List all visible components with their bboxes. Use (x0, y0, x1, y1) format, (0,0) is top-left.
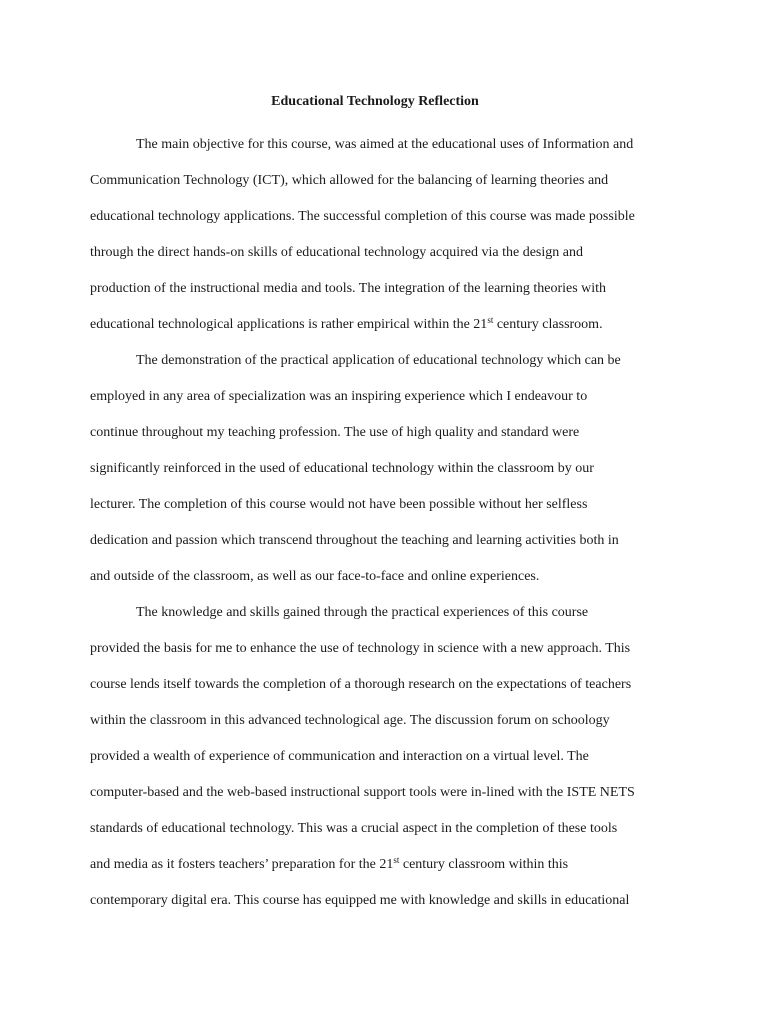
text-line (90, 307, 660, 343)
text-line: The knowledge and skills gained through the practical experiences of this course (136, 605, 589, 620)
text-segment: and media as it fosters teachers’ preparation for the 21 (90, 857, 394, 872)
text-line: course lends itself towards the completion of a thorough research on the expectations of teachers (90, 677, 632, 692)
text-line: The demonstration of the practical application of educational technology which can be (136, 353, 621, 368)
document-body (90, 127, 660, 919)
text-line: contemporary digital era. This course has equipped me with knowledge and skills in educational (90, 893, 630, 908)
text-line: educational technology applications. The successful completion of this course was made possible (90, 209, 635, 224)
text-line: lecturer. The completion of this course would not have been possible without her selfless (90, 497, 588, 512)
ordinal-superscript: st (393, 855, 400, 865)
text-line: Communication Technology (ICT), which allowed for the balancing of learning theories and (90, 173, 609, 188)
text-line (90, 847, 660, 883)
text-line: within the classroom in this advanced technological age. The discussion forum on schoology (90, 713, 610, 728)
text-line: and outside of the classroom, as well as our face-to-face and online experiences. (90, 569, 540, 584)
text-line: computer-based and the web-based instructional support tools were in-lined with the ISTE NETS (90, 785, 635, 800)
text-segment: century classroom within this (399, 857, 569, 872)
text-line: standards of educational technology. This was a crucial aspect in the completion of these tools (90, 821, 618, 836)
text-line: production of the instructional media and tools. The integration of the learning theories with (90, 281, 607, 296)
text-line: through the direct hands-on skills of educational technology acquired via the design and (90, 245, 583, 260)
paragraph (90, 343, 660, 595)
text-line: The main objective for this course, was aimed at the educational uses of Information and (136, 137, 634, 152)
text-line: dedication and passion which transcend throughout the teaching and learning activities both in (90, 533, 619, 548)
text-segment: educational technological applications is rather empirical within the 21 (90, 317, 488, 332)
ordinal-superscript: st (487, 315, 494, 325)
paragraph (90, 595, 660, 919)
document-page (90, 92, 660, 919)
document-title: Educational Technology Reflection (271, 94, 479, 109)
text-segment: century classroom. (493, 317, 603, 332)
text-line: provided the basis for me to enhance the use of technology in science with a new approach. This (90, 641, 631, 656)
text-line: provided a wealth of experience of communication and interaction on a virtual level. The (90, 749, 589, 764)
text-line: continue throughout my teaching profession. The use of high quality and standard were (90, 425, 580, 440)
paragraph (90, 127, 660, 343)
text-line: employed in any area of specialization was an inspiring experience which I endeavour to (90, 389, 588, 404)
text-line: significantly reinforced in the used of educational technology within the classroom by our (90, 461, 594, 476)
